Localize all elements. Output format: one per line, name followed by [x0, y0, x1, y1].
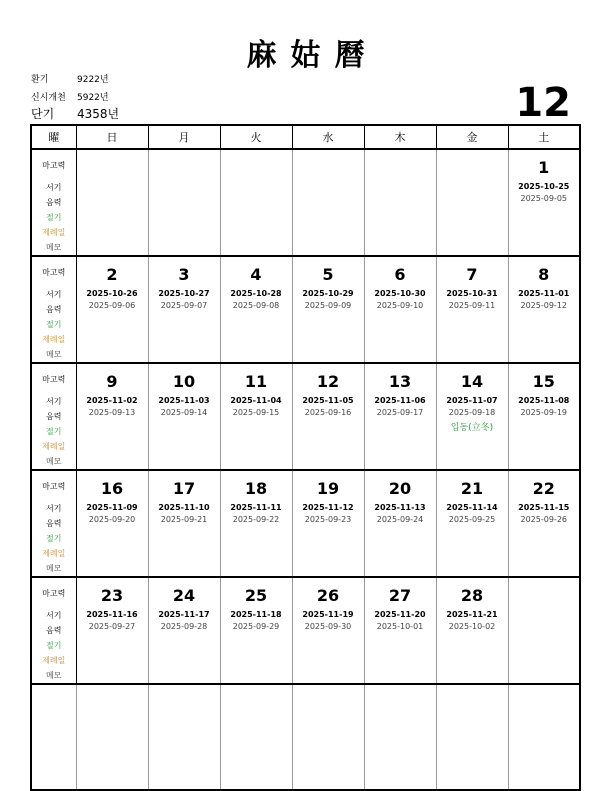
info-hwangi [31, 74, 109, 86]
day-cell[interactable] [220, 577, 292, 684]
label-memo: 메모 [46, 350, 62, 359]
day-cell[interactable] [220, 363, 292, 470]
label-eumnyeok: 음력 [46, 519, 62, 528]
day-cell[interactable] [436, 149, 508, 256]
lunar-date: 2025-09-08 [232, 301, 280, 310]
info-label: 신시개천 [31, 93, 66, 103]
day-cell[interactable] [436, 363, 508, 470]
label-memo: 메모 [46, 243, 62, 252]
gregorian-date: 2025-11-09 [86, 503, 138, 512]
day-cell[interactable] [292, 363, 364, 470]
day-number [365, 158, 436, 180]
day-number [437, 158, 508, 180]
day-cell-partial [148, 684, 220, 790]
day-number: 4 [250, 265, 262, 284]
gregorian-date: 2025-11-19 [302, 610, 354, 619]
day-number: 28 [460, 586, 484, 605]
label-jeryeil: 제례일 [42, 549, 66, 558]
label-jeryeil: 제례일 [42, 335, 66, 344]
day-cell[interactable] [508, 363, 580, 470]
lunar-date: 2025-09-18 [448, 408, 496, 417]
lunar-date: 2025-09-17 [376, 408, 424, 417]
row-label-stack [32, 158, 76, 255]
info-dangi [31, 108, 119, 120]
info-value: 4358년 [77, 107, 120, 121]
label-seogi: 서기 [46, 183, 62, 192]
day-number: 27 [388, 586, 412, 605]
day-cell[interactable] [76, 470, 148, 577]
day-cell[interactable] [148, 470, 220, 577]
day-number: 23 [100, 586, 124, 605]
gregorian-date: 2025-11-07 [446, 396, 498, 405]
lunar-date: 2025-09-06 [88, 301, 136, 310]
day-number: 13 [388, 372, 412, 391]
day-number: 10 [172, 372, 196, 391]
gregorian-date: 2025-10-29 [302, 289, 354, 298]
day-cell-partial [436, 684, 508, 790]
day-number: 3 [178, 265, 190, 284]
day-number: 17 [172, 479, 196, 498]
day-number: 26 [316, 586, 340, 605]
day-cell[interactable] [364, 577, 436, 684]
row-labels [31, 149, 76, 256]
day-cell[interactable] [364, 470, 436, 577]
label-eumnyeok: 음력 [46, 198, 62, 207]
day-number: 7 [466, 265, 478, 284]
day-cell-partial [292, 684, 364, 790]
lunar-date: 2025-09-16 [304, 408, 352, 417]
label-jeolgi: 절기 [46, 534, 62, 543]
row-label-stack [32, 586, 76, 683]
row-label-stack [32, 479, 76, 576]
lunar-date: 2025-09-14 [160, 408, 208, 417]
gregorian-date: 2025-11-08 [518, 396, 570, 405]
label-magoryeok: 마고력 [42, 161, 66, 170]
day-number: 19 [316, 479, 340, 498]
gregorian-date: 2025-11-16 [86, 610, 138, 619]
calendar-week-row-partial [31, 684, 580, 790]
day-cell[interactable] [220, 149, 292, 256]
day-cell[interactable] [148, 149, 220, 256]
day-cell[interactable] [76, 577, 148, 684]
day-cell[interactable] [292, 577, 364, 684]
day-cell-partial [31, 684, 76, 790]
row-labels [31, 256, 76, 363]
gregorian-date: 2025-11-17 [158, 610, 210, 619]
gregorian-date: 2025-10-30 [374, 289, 426, 298]
day-number: 18 [244, 479, 268, 498]
day-cell[interactable] [436, 256, 508, 363]
label-memo: 메모 [46, 457, 62, 466]
day-number: 9 [106, 372, 118, 391]
day-cell[interactable] [148, 256, 220, 363]
day-number: 6 [394, 265, 406, 284]
lunar-date: 2025-09-05 [520, 194, 567, 203]
day-number [509, 586, 580, 608]
day-cell[interactable] [76, 363, 148, 470]
lunar-date: 2025-09-20 [88, 515, 136, 524]
gregorian-date: 2025-10-27 [158, 289, 210, 298]
day-cell[interactable] [148, 577, 220, 684]
day-number [77, 158, 148, 180]
lunar-date: 2025-09-07 [160, 301, 208, 310]
day-number: 21 [460, 479, 484, 498]
day-number: 5 [322, 265, 334, 284]
gregorian-date: 2025-11-12 [302, 503, 354, 512]
label-jeryeil: 제례일 [42, 228, 66, 237]
day-cell[interactable] [436, 470, 508, 577]
lunar-date: 2025-09-21 [160, 515, 208, 524]
label-magoryeok: 마고력 [42, 589, 66, 598]
solar-term: 입동(立冬) [450, 423, 494, 433]
calendar-week-row [31, 577, 580, 684]
calendar-week-row [31, 470, 580, 577]
day-cell[interactable] [508, 256, 580, 363]
row-labels [31, 577, 76, 684]
label-eumnyeok: 음력 [46, 305, 62, 314]
day-cell[interactable] [436, 577, 508, 684]
lunar-date: 2025-10-02 [448, 622, 496, 631]
label-magoryeok: 마고력 [42, 375, 66, 384]
day-cell[interactable] [76, 149, 148, 256]
gregorian-date: 2025-11-02 [86, 396, 138, 405]
gregorian-date: 2025-11-14 [446, 503, 498, 512]
day-cell[interactable] [148, 363, 220, 470]
lunar-date: 2025-09-19 [520, 408, 567, 417]
day-number: 25 [244, 586, 268, 605]
lunar-date: 2025-09-26 [520, 515, 567, 524]
gregorian-date: 2025-11-21 [446, 610, 498, 619]
gregorian-date: 2025-11-05 [302, 396, 354, 405]
label-seogi: 서기 [46, 397, 62, 406]
calendar-week-row [31, 363, 580, 470]
gregorian-date: 2025-11-01 [518, 289, 570, 298]
label-magoryeok: 마고력 [42, 482, 66, 491]
day-number: 20 [388, 479, 412, 498]
day-cell[interactable] [364, 256, 436, 363]
weekday-mon: 月 [148, 125, 220, 149]
label-eumnyeok: 음력 [46, 626, 62, 635]
day-number: 1 [538, 158, 550, 177]
label-jeryeil: 제례일 [42, 656, 66, 665]
label-jeolgi: 절기 [46, 641, 62, 650]
row-labels [31, 470, 76, 577]
day-cell[interactable] [508, 577, 580, 684]
day-number: 16 [100, 479, 124, 498]
info-value: 9222년 [77, 75, 109, 85]
lunar-date: 2025-09-22 [232, 515, 280, 524]
weekday-wed: 水 [292, 125, 364, 149]
day-number: 14 [460, 372, 484, 391]
label-seogi: 서기 [46, 611, 62, 620]
day-number [221, 158, 292, 180]
day-number: 22 [532, 479, 555, 498]
gregorian-date: 2025-10-25 [518, 182, 570, 191]
lunar-date: 2025-09-13 [88, 408, 136, 417]
gregorian-date: 2025-10-31 [446, 289, 498, 298]
gregorian-date: 2025-11-15 [518, 503, 570, 512]
day-cell[interactable] [220, 256, 292, 363]
lunar-date: 2025-09-11 [448, 301, 496, 310]
gregorian-date: 2025-11-06 [374, 396, 426, 405]
lunar-date: 2025-09-25 [448, 515, 496, 524]
lunar-date: 2025-09-15 [232, 408, 280, 417]
gregorian-date: 2025-11-04 [230, 396, 282, 405]
gregorian-date: 2025-11-03 [158, 396, 210, 405]
day-number: 12 [316, 372, 340, 391]
day-number [149, 158, 220, 180]
gregorian-date: 2025-10-28 [230, 289, 282, 298]
lunar-date: 2025-09-10 [376, 301, 424, 310]
lunar-date: 2025-09-09 [304, 301, 352, 310]
weekday-thu: 木 [364, 125, 436, 149]
label-jeolgi: 절기 [46, 320, 62, 329]
gregorian-date: 2025-11-10 [158, 503, 210, 512]
label-jeolgi: 절기 [46, 213, 62, 222]
weekday-header-label: 曜 [31, 125, 76, 149]
day-cell[interactable] [364, 149, 436, 256]
weekday-sun: 日 [76, 125, 148, 149]
weekday-sat: 土 [508, 125, 580, 149]
day-cell-partial [364, 684, 436, 790]
calendar-week-row [31, 256, 580, 363]
gregorian-date: 2025-10-26 [86, 289, 138, 298]
lunar-date: 2025-09-23 [304, 515, 352, 524]
label-jeolgi: 절기 [46, 427, 62, 436]
info-label: 단기 [31, 107, 55, 121]
day-number: 2 [106, 265, 118, 284]
label-memo: 메모 [46, 564, 62, 573]
label-jeryeil: 제례일 [42, 442, 66, 451]
lunar-date: 2025-09-29 [232, 622, 280, 631]
label-memo: 메모 [46, 671, 62, 680]
calendar-grid [30, 124, 581, 791]
month-number: 12 [515, 80, 571, 126]
label-seogi: 서기 [46, 504, 62, 513]
lunar-date: 2025-09-28 [160, 622, 208, 631]
gregorian-date: 2025-11-20 [374, 610, 426, 619]
row-label-stack [32, 372, 76, 469]
lunar-date: 2025-09-12 [520, 301, 567, 310]
lunar-date: 2025-09-24 [376, 515, 424, 524]
day-number: 11 [244, 372, 268, 391]
label-magoryeok: 마고력 [42, 268, 66, 277]
info-label: 환기 [31, 75, 49, 85]
day-cell[interactable] [292, 149, 364, 256]
lunar-date: 2025-10-01 [376, 622, 424, 631]
day-cell[interactable] [292, 470, 364, 577]
day-cell-partial [76, 684, 148, 790]
day-cell[interactable] [76, 256, 148, 363]
gregorian-date: 2025-11-11 [230, 503, 282, 512]
weekday-header [31, 125, 580, 149]
label-seogi: 서기 [46, 290, 62, 299]
day-cell-partial [220, 684, 292, 790]
gregorian-date: 2025-11-13 [374, 503, 426, 512]
weekday-tue: 火 [220, 125, 292, 149]
calendar-week-row [31, 149, 580, 256]
lunar-date: 2025-09-27 [88, 622, 136, 631]
day-cell[interactable] [220, 470, 292, 577]
day-cell[interactable] [508, 470, 580, 577]
day-cell[interactable] [292, 256, 364, 363]
gregorian-date: 2025-11-18 [230, 610, 282, 619]
day-cell[interactable] [364, 363, 436, 470]
day-number: 8 [538, 265, 550, 284]
day-cell-partial [508, 684, 580, 790]
lunar-date: 2025-09-30 [304, 622, 352, 631]
label-eumnyeok: 음력 [46, 412, 62, 421]
row-labels [31, 363, 76, 470]
day-number: 24 [172, 586, 196, 605]
info-sinsi [31, 92, 109, 104]
row-label-stack [32, 265, 76, 362]
day-number [293, 158, 364, 180]
calendar-title: 麻姑曆 [246, 38, 379, 73]
day-cell[interactable] [508, 149, 580, 256]
weekday-fri: 金 [436, 125, 508, 149]
day-number: 15 [532, 372, 555, 391]
info-value: 5922년 [77, 93, 109, 103]
